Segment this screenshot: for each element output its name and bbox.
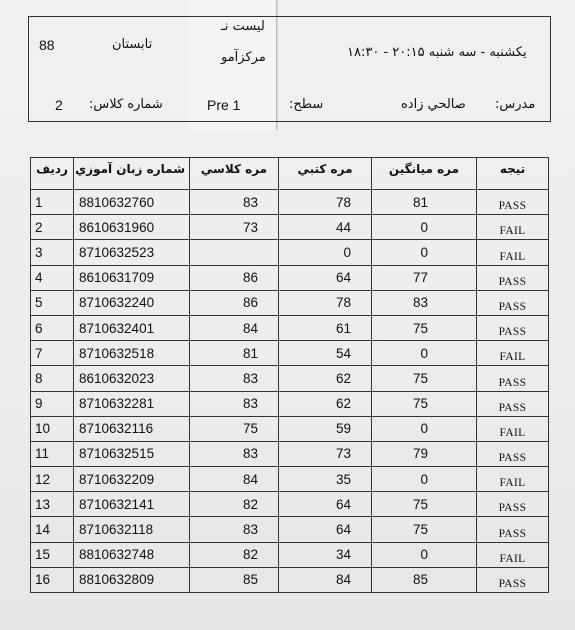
table-row xyxy=(31,290,549,315)
row-number-cell: 3 xyxy=(31,240,74,265)
table-row xyxy=(31,542,549,567)
result-cell: PASS xyxy=(477,517,549,542)
average-score-cell: 0 xyxy=(372,542,477,567)
row-number-cell: 6 xyxy=(31,315,74,340)
table-row xyxy=(31,441,549,466)
written-score-cell: 61 xyxy=(279,315,372,340)
class-number-value: 2 xyxy=(55,97,63,113)
row-number-cell: 11 xyxy=(31,441,74,466)
class-score-cell: 85 xyxy=(190,567,279,592)
student-id-cell: 8710632116 xyxy=(74,416,190,441)
result-cell: PASS xyxy=(477,441,549,466)
column-header-result: تيجه xyxy=(477,158,549,190)
column-header-class-score: مره كلاسي xyxy=(190,158,279,190)
written-score-cell: 78 xyxy=(279,290,372,315)
result-cell: FAIL xyxy=(477,240,549,265)
class-score-cell: 83 xyxy=(190,441,279,466)
table-row xyxy=(31,341,549,366)
row-number-cell: 7 xyxy=(31,341,74,366)
written-score-cell: 64 xyxy=(279,265,372,290)
term-label: تابستان xyxy=(112,37,153,52)
class-score-cell: 82 xyxy=(190,492,279,517)
grades-table xyxy=(30,157,549,593)
written-score-cell: 84 xyxy=(279,567,372,592)
result-cell: FAIL xyxy=(477,416,549,441)
row-number-cell: 2 xyxy=(31,215,74,240)
result-cell: PASS xyxy=(477,492,549,517)
year-value: 88 xyxy=(39,37,55,53)
class-score-cell: 84 xyxy=(190,467,279,492)
table-row xyxy=(31,416,549,441)
average-score-cell: 81 xyxy=(372,190,477,215)
column-header-student-id: شماره زبان آموزي xyxy=(74,158,190,190)
written-score-cell: 62 xyxy=(279,391,372,416)
written-score-cell: 34 xyxy=(279,542,372,567)
column-header-row-number: رديف xyxy=(31,158,74,190)
average-score-cell: 83 xyxy=(372,290,477,315)
written-score-cell: 54 xyxy=(279,341,372,366)
average-score-cell: 75 xyxy=(372,315,477,340)
row-number-cell: 10 xyxy=(31,416,74,441)
average-score-cell: 0 xyxy=(372,467,477,492)
written-score-cell: 73 xyxy=(279,441,372,466)
average-score-cell: 75 xyxy=(372,366,477,391)
table-row xyxy=(31,492,549,517)
row-number-cell: 13 xyxy=(31,492,74,517)
average-score-cell: 79 xyxy=(372,441,477,466)
column-header-written-score: مره كتبي xyxy=(279,158,372,190)
average-score-cell: 0 xyxy=(372,416,477,441)
table-header-row xyxy=(31,158,549,190)
written-score-cell: 59 xyxy=(279,416,372,441)
class-score-cell: 83 xyxy=(190,391,279,416)
student-id-cell: 8710632118 xyxy=(74,517,190,542)
column-header-average-score: مره ميانگين xyxy=(372,158,477,190)
table-row xyxy=(31,265,549,290)
student-id-cell: 8710632240 xyxy=(74,290,190,315)
student-id-cell: 8710632515 xyxy=(74,441,190,466)
header-box xyxy=(28,16,551,122)
result-cell: PASS xyxy=(477,391,549,416)
teacher-name: صالحي زاده xyxy=(401,97,466,112)
result-cell: PASS xyxy=(477,190,549,215)
table-row xyxy=(31,215,549,240)
report-title-fragment: ليست نـ xyxy=(221,19,265,34)
class-score-cell: 83 xyxy=(190,517,279,542)
row-number-cell: 1 xyxy=(31,190,74,215)
class-score-cell: 75 xyxy=(190,416,279,441)
class-score-cell xyxy=(190,240,279,265)
row-number-cell: 5 xyxy=(31,290,74,315)
written-score-cell: 62 xyxy=(279,366,372,391)
class-score-cell: 83 xyxy=(190,190,279,215)
average-score-cell: 75 xyxy=(372,492,477,517)
written-score-cell: 35 xyxy=(279,467,372,492)
student-id-cell: 8710632518 xyxy=(74,341,190,366)
student-id-cell: 8810632748 xyxy=(74,542,190,567)
class-score-cell: 82 xyxy=(190,542,279,567)
student-id-cell: 8610631960 xyxy=(74,215,190,240)
class-score-cell: 84 xyxy=(190,315,279,340)
written-score-cell: 64 xyxy=(279,517,372,542)
class-number-label: شماره كلاس: xyxy=(89,97,163,112)
class-schedule: يكشنبه - سه شنبه ۲۰:۱۵ - ۱۸:۳۰ xyxy=(347,45,527,60)
row-number-cell: 15 xyxy=(31,542,74,567)
student-id-cell: 8710632281 xyxy=(74,391,190,416)
student-id-cell: 8610632023 xyxy=(74,366,190,391)
average-score-cell: 75 xyxy=(372,517,477,542)
class-score-cell: 86 xyxy=(190,290,279,315)
student-id-cell: 8710632209 xyxy=(74,467,190,492)
result-cell: FAIL xyxy=(477,341,549,366)
class-score-cell: 81 xyxy=(190,341,279,366)
table-row xyxy=(31,190,549,215)
table-row xyxy=(31,517,549,542)
student-id-cell: 8710632523 xyxy=(74,240,190,265)
result-cell: PASS xyxy=(477,315,549,340)
class-score-cell: 86 xyxy=(190,265,279,290)
written-score-cell: 0 xyxy=(279,240,372,265)
written-score-cell: 78 xyxy=(279,190,372,215)
average-score-cell: 0 xyxy=(372,215,477,240)
average-score-cell: 0 xyxy=(372,240,477,265)
row-number-cell: 14 xyxy=(31,517,74,542)
row-number-cell: 12 xyxy=(31,467,74,492)
row-number-cell: 4 xyxy=(31,265,74,290)
average-score-cell: 85 xyxy=(372,567,477,592)
level-value: Pre 1 xyxy=(207,97,241,113)
table-row xyxy=(31,467,549,492)
student-id-cell: 8810632760 xyxy=(74,190,190,215)
student-id-cell: 8810632809 xyxy=(74,567,190,592)
table-row xyxy=(31,366,549,391)
written-score-cell: 44 xyxy=(279,215,372,240)
table-row xyxy=(31,391,549,416)
written-score-cell: 64 xyxy=(279,492,372,517)
result-cell: PASS xyxy=(477,567,549,592)
result-cell: FAIL xyxy=(477,467,549,492)
result-cell: PASS xyxy=(477,265,549,290)
result-cell: PASS xyxy=(477,366,549,391)
student-id-cell: 8710632401 xyxy=(74,315,190,340)
table-row xyxy=(31,567,549,592)
level-label: سطح: xyxy=(289,97,324,112)
average-score-cell: 75 xyxy=(372,391,477,416)
table-row xyxy=(31,315,549,340)
class-score-cell: 73 xyxy=(190,215,279,240)
teacher-label: مدرس: xyxy=(495,97,536,112)
table-row xyxy=(31,240,549,265)
result-cell: FAIL xyxy=(477,542,549,567)
average-score-cell: 0 xyxy=(372,341,477,366)
row-number-cell: 8 xyxy=(31,366,74,391)
row-number-cell: 16 xyxy=(31,567,74,592)
student-id-cell: 8610631709 xyxy=(74,265,190,290)
result-cell: FAIL xyxy=(477,215,549,240)
student-id-cell: 8710632141 xyxy=(74,492,190,517)
row-number-cell: 9 xyxy=(31,391,74,416)
average-score-cell: 77 xyxy=(372,265,477,290)
center-name-fragment: مركزآمو xyxy=(221,50,266,65)
result-cell: PASS xyxy=(477,290,549,315)
class-score-cell: 83 xyxy=(190,366,279,391)
